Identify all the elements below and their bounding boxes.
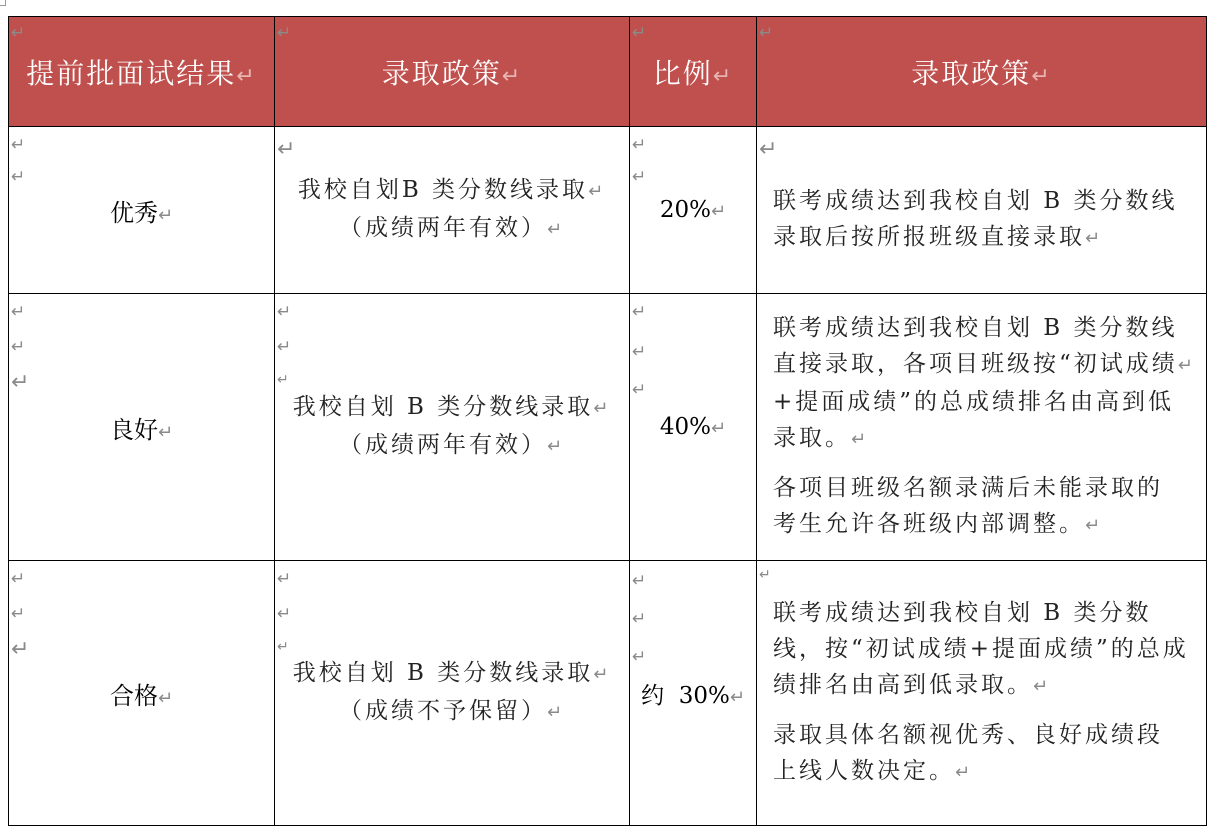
- paragraph-mark-icon: ↵: [632, 302, 647, 322]
- paragraph-mark-icon: ↵: [11, 370, 30, 395]
- result-text: 优秀: [109, 198, 158, 227]
- paragraph-mark-icon: ↵: [632, 342, 647, 362]
- paragraph-mark-icon: ↵: [759, 137, 781, 162]
- result-text: 良好: [109, 415, 158, 444]
- policy-cell: ↵ ↵ ↵ 我校自划 B 类分数线录取↵ （成绩不予保留）↵: [275, 561, 630, 826]
- paragraph-mark-icon: ↵: [759, 23, 776, 43]
- paragraph-mark-icon: ↵: [277, 337, 295, 357]
- detail-paragraph: 各项目班级名额录满后未能录取的 考生允许各班级内部调整。↵: [773, 475, 1163, 537]
- paragraph-mark-icon: ↵: [632, 135, 647, 155]
- header-ratio: ↵ 比例↵: [630, 17, 757, 127]
- table-header-row: [9, 17, 1207, 127]
- policy-cell: ↵ ↵ ↵ 我校自划 B 类分数线录取↵ （成绩两年有效）↵: [275, 294, 630, 561]
- paragraph-mark-icon: ↵: [236, 63, 257, 89]
- paragraph-mark-icon: ↵: [277, 137, 299, 162]
- paragraph-mark-icon: ↵: [632, 167, 647, 187]
- paragraph-mark-icon: ↵: [632, 380, 647, 400]
- paragraph-mark-icon: ↵: [11, 604, 26, 624]
- paragraph-mark-icon: ↵: [632, 647, 647, 667]
- paragraph-mark-icon: ↵: [501, 63, 523, 89]
- paragraph-mark-icon: ↵: [277, 569, 295, 589]
- paragraph-mark-icon: ↵: [759, 567, 774, 583]
- paragraph-mark-icon: ↵: [11, 569, 26, 589]
- result-text: 合格: [109, 681, 158, 710]
- paragraph-mark-icon: ↵: [632, 609, 647, 629]
- paragraph-mark-icon: ↵: [11, 637, 30, 662]
- paragraph-mark-icon: ↵: [712, 63, 734, 89]
- table-row: [9, 561, 1207, 826]
- detail-paragraph: 联考成绩达到我校自划 B 类分数线 录取后按所报班级直接录取↵: [773, 188, 1178, 250]
- detail-paragraph: 录取具体名额视优秀、良好成绩段 上线人数决定。↵: [773, 722, 1163, 784]
- paragraph-mark-icon: ↵: [11, 23, 28, 43]
- paragraph-mark-icon: ↵: [277, 604, 295, 624]
- paragraph-mark-icon: ↵: [277, 372, 292, 388]
- result-cell: ↵ ↵ ↵ 良好↵: [9, 294, 275, 561]
- page-corner-mark: [0, 0, 6, 6]
- paragraph-mark-icon: ↵: [632, 23, 649, 43]
- detail-paragraph: 联考成绩达到我校自划 B 类分数线 直接录取，各项目班级按“初试成绩↵ +提面成绩”的总成绩排名由高到低 录取。↵: [773, 315, 1196, 451]
- paragraph-mark-icon: ↵: [277, 639, 292, 655]
- result-cell: [9, 127, 275, 294]
- paragraph-mark-icon: ↵: [1031, 63, 1052, 89]
- header-admission-policy-detail: ↵ 录取政策↵: [757, 17, 1207, 127]
- table-row: [9, 294, 1207, 561]
- admission-policy-table: [8, 16, 1207, 826]
- header-interview-result: ↵ 提前批面试结果↵: [9, 17, 275, 127]
- table-row: [9, 127, 1207, 294]
- detail-cell: [757, 294, 1207, 561]
- ratio-text: 约 30%: [641, 682, 730, 709]
- ratio-cell: ↵ ↵ ↵ 40%↵: [630, 294, 757, 561]
- detail-cell: [757, 561, 1207, 826]
- ratio-cell: ↵ ↵ 20%↵: [630, 127, 757, 294]
- paragraph-mark-icon: ↵: [157, 204, 174, 226]
- detail-cell: [757, 127, 1207, 294]
- paragraph-mark-icon: ↵: [11, 167, 26, 187]
- paragraph-mark-icon: ↵: [11, 135, 26, 155]
- paragraph-mark-icon: ↵: [277, 302, 295, 322]
- ratio-text: 20%: [659, 197, 712, 223]
- header-admission-policy: ↵ 录取政策↵: [275, 17, 630, 127]
- paragraph-mark-icon: ↵: [11, 302, 26, 322]
- paragraph-mark-icon: ↵: [277, 23, 294, 43]
- ratio-text: 40%: [659, 414, 712, 440]
- ratio-cell: ↵ ↵ ↵ 约 30%↵: [630, 561, 757, 826]
- result-cell: ↵ ↵ ↵ 合格↵: [9, 561, 275, 826]
- paragraph-mark-icon: ↵: [11, 337, 26, 357]
- detail-paragraph: 联考成绩达到我校自划 B 类分数 线，按“初试成绩+提面成绩”的总成 绩排名由高到低录取。↵: [773, 600, 1189, 698]
- paragraph-mark-icon: ↵: [632, 571, 647, 591]
- policy-cell: ↵ 我校自划B 类分数线录取↵ （成绩两年有效）↵: [275, 127, 630, 294]
